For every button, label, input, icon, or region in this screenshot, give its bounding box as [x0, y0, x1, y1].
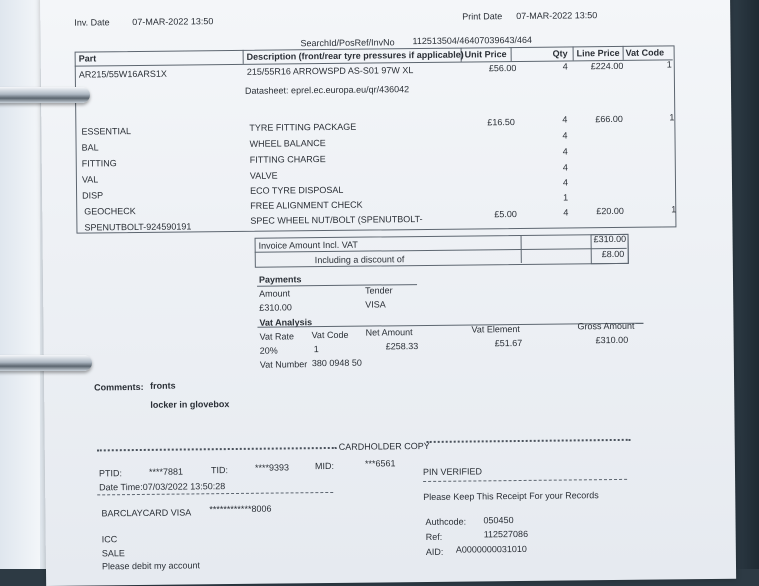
card-name: BARCLAYCARD VISA [101, 507, 192, 519]
comment-line: locker in glovebox [150, 399, 230, 410]
row-description: FREE ALIGNMENT CHECK [250, 199, 363, 211]
vat-element-value: £51.67 [494, 337, 523, 349]
discount-label: Including a discount of [314, 254, 405, 266]
row-unit-price: £56.00 [488, 63, 517, 74]
payments-tender-value: VISA [365, 299, 386, 310]
col-divider [511, 47, 512, 61]
row-qty: 4 [562, 162, 568, 173]
net-amount-value: £258.33 [385, 341, 419, 352]
vat-element-label: Vat Element [471, 323, 520, 335]
vat-code-label: Vat Code [311, 329, 349, 341]
payments-tender-label: Tender [365, 285, 393, 296]
aid-value: A0000000031010 [455, 543, 527, 555]
col-header-qty: Qty [552, 48, 568, 59]
authcode-value: 050450 [483, 515, 514, 526]
row-line-price: £66.00 [595, 113, 623, 125]
invoice-amount-label: Invoice Amount Incl. VAT [258, 239, 358, 251]
pin-verified: PIN VERIFIED [422, 466, 483, 478]
keep-receipt-note: Please Keep This Receipt For your Records [423, 490, 599, 503]
invoice-amount-value: £310.00 [593, 233, 627, 245]
aid-label: AID: [425, 546, 444, 557]
binder-ring [0, 87, 90, 103]
vat-number-value: 380 0948 50 [311, 357, 362, 369]
print-date-label: Print Date [462, 11, 503, 22]
row-vat-code: 1 [666, 59, 672, 70]
col-header-part: Part [78, 53, 97, 64]
row-qty: 4 [563, 207, 569, 218]
vat-rate-value: 20% [259, 345, 278, 356]
payments-amount-label: Amount [259, 288, 291, 299]
row-part: GEOCHECK [84, 206, 136, 217]
row-vat-code: 1 [669, 112, 675, 123]
comment-line: fronts [150, 380, 176, 391]
dotted-rule [97, 447, 337, 452]
row-line-price: £224.00 [590, 60, 624, 72]
row-description: SPEC WHEEL NUT/BOLT (SPENUTBOLT- [250, 214, 423, 226]
row-vat-code: 1 [671, 204, 677, 215]
dotted-rule [427, 439, 631, 443]
row-description: WHEEL BALANCE [249, 138, 326, 149]
row-description: ECO TYRE DISPOSAL [249, 184, 344, 196]
ref-value: 112527086 [483, 528, 529, 540]
search-id-label: SearchId/PosRef/InvNo [300, 37, 395, 49]
col-divider [623, 46, 624, 60]
row-part: SPENUTBOLT-924590191 [84, 221, 192, 233]
col-header-description: Description (front/rear tyre pressures if applicable) [246, 49, 464, 62]
row-qty: 4 [562, 146, 568, 157]
gross-amount-value: £310.00 [595, 334, 629, 346]
col-header-unit-price: Unit Price [464, 49, 507, 60]
col-divider [243, 50, 244, 64]
col-divider [573, 46, 574, 60]
gross-amount-label: Gross Amount [577, 320, 635, 332]
ptid-value: ****7881 [148, 466, 184, 477]
row-description: FITTING CHARGE [249, 154, 326, 165]
authcode-label: Authcode: [425, 516, 467, 527]
ptid-label: PTID: [98, 468, 123, 479]
row-qty: 4 [562, 61, 568, 72]
binder-page-edge [0, 0, 40, 569]
row-qty: 4 [562, 130, 568, 141]
row-part: ESSENTIAL [81, 126, 132, 137]
vat-rate-label: Vat Rate [259, 331, 294, 342]
comments-label: Comments: [94, 381, 144, 393]
inv-date-label: Inv. Date [74, 17, 110, 28]
row-part: AR215/55W16ARS1X [78, 68, 167, 80]
row-part: FITTING [81, 158, 117, 169]
vat-code-value: 1 [313, 344, 319, 355]
row-qty: 1 [563, 192, 569, 203]
col-header-vat-code: Vat Code [625, 47, 665, 58]
tid-value: ****9393 [254, 462, 290, 473]
invoice-page [40, 0, 736, 586]
row-description: TYRE FITTING PACKAGE [249, 121, 357, 133]
row-unit-price: £16.50 [487, 117, 515, 128]
ref-label: Ref: [425, 531, 443, 542]
row-line-price: £20.00 [596, 205, 624, 217]
mid-label: MID: [314, 460, 334, 472]
dashed-rule [423, 479, 627, 482]
row-qty: 4 [562, 177, 569, 188]
transaction-datetime: Date Time:07/03/2022 13:50:28 [99, 481, 226, 493]
row-part: BAL [81, 142, 99, 153]
payments-amount-value: £310.00 [259, 302, 292, 313]
vat-analysis-title: Vat Analysis [259, 317, 313, 328]
col-header-line-price: Line Price [576, 47, 620, 59]
search-id-value: 112513504/46407039643/464 [412, 34, 533, 47]
cardholder-copy-title: CARDHOLDER COPY [338, 440, 430, 452]
datasheet-link: Datasheet: eprel.ec.europa.eu/qr/436042 [244, 84, 410, 96]
debit-note: Please debit my account [101, 560, 201, 572]
mid-value: ***6561 [364, 458, 396, 469]
row-part: VAL [81, 174, 99, 185]
print-date-value: 07-MAR-2022 13:50 [516, 10, 598, 22]
tid-label: TID: [210, 465, 229, 476]
icc-label: ICC [101, 534, 118, 545]
row-qty: 4 [562, 114, 568, 125]
sale-label: SALE [101, 548, 125, 559]
vat-number-label: Vat Number [259, 359, 308, 370]
inv-date-value: 07-MAR-2022 13:50 [132, 16, 214, 28]
payments-title: Payments [258, 274, 302, 285]
binder-ring [0, 355, 92, 371]
row-description: VALVE [249, 170, 278, 181]
discount-value: £8.00 [601, 248, 625, 260]
row-description: 215/55R16 ARROWSPD AS-S01 97W XL [246, 65, 414, 77]
row-unit-price: £5.00 [494, 209, 517, 220]
net-amount-label: Net Amount [365, 327, 413, 338]
row-part: DISP [82, 190, 104, 201]
card-number: ************8006 [209, 503, 272, 515]
